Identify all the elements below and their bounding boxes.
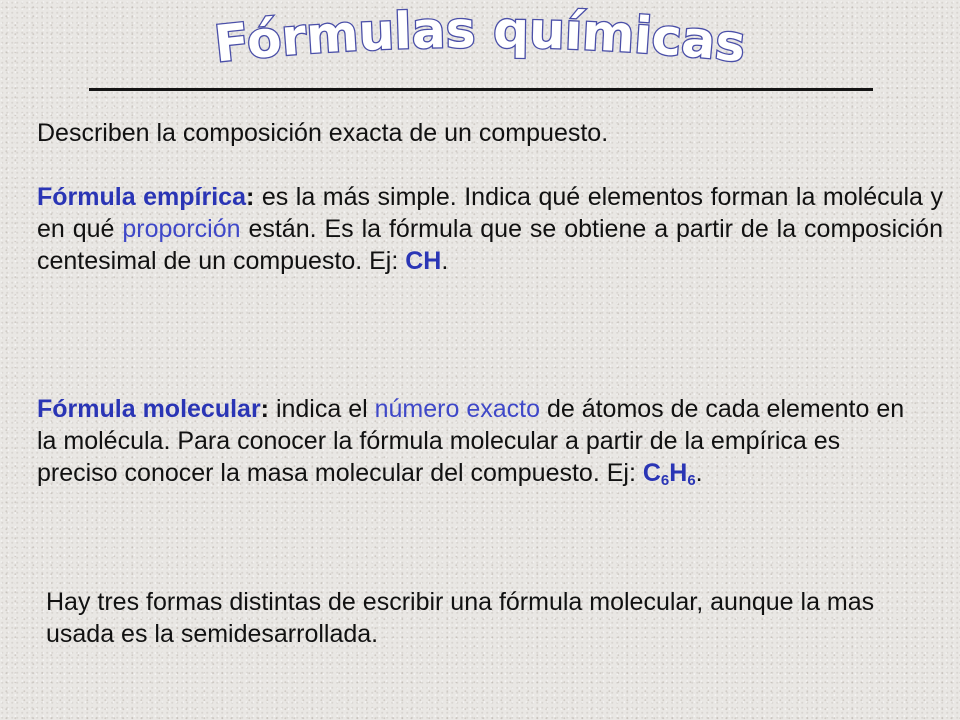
- formula-element-c: C: [642, 459, 661, 487]
- empirical-formula-text-2: están. Es la fórmula que se obtiene a partir de la composición centesimal de un compuesto. Ej:: [37, 215, 943, 275]
- formula-subscript-c: 6: [660, 472, 670, 489]
- formula-subscript-h: 6: [687, 472, 696, 489]
- empirical-formula-text-1: es la más simple. Indica qué elementos forman la molécula y en qué: [37, 183, 943, 243]
- empirical-formula-highlight: proporción: [122, 215, 241, 243]
- slide-title-path: Fórmulas químicas: [211, 0, 749, 74]
- slide-title-text: [212, 1, 748, 74]
- intro-paragraph: Describen la composición exacta de un compuesto.: [37, 119, 609, 147]
- molecular-formula-highlight: número exacto: [374, 395, 540, 423]
- empirical-formula-example: CH: [405, 247, 442, 275]
- formula-types-paragraph: Hay tres formas distintas de escribir una fórmula molecular, aunque la mas usada es la semidesarrollada.: [46, 588, 875, 648]
- title-underline: [89, 88, 873, 91]
- empirical-formula-colon: :: [245, 183, 255, 211]
- molecular-formula-example: [643, 459, 696, 487]
- molecular-formula-end: .: [695, 459, 703, 487]
- molecular-formula-text-2: de átomos de cada elemento en la molécula. Para conocer la fórmula molecular a partir de la empírica es preciso conocer la masa molecular del compuesto. Ej:: [37, 395, 905, 487]
- empirical-formula-end: .: [441, 247, 449, 275]
- empirical-formula-paragraph: [37, 181, 943, 277]
- slide-title: [160, 0, 800, 92]
- molecular-formula-text-1: indica el: [269, 395, 375, 423]
- molecular-formula-paragraph: [37, 393, 917, 489]
- molecular-formula-colon: :: [260, 395, 269, 423]
- empirical-formula-term: Fórmula empírica: [37, 183, 246, 211]
- molecular-formula-term: Fórmula molecular: [37, 395, 261, 423]
- formula-element-h: H: [669, 459, 688, 487]
